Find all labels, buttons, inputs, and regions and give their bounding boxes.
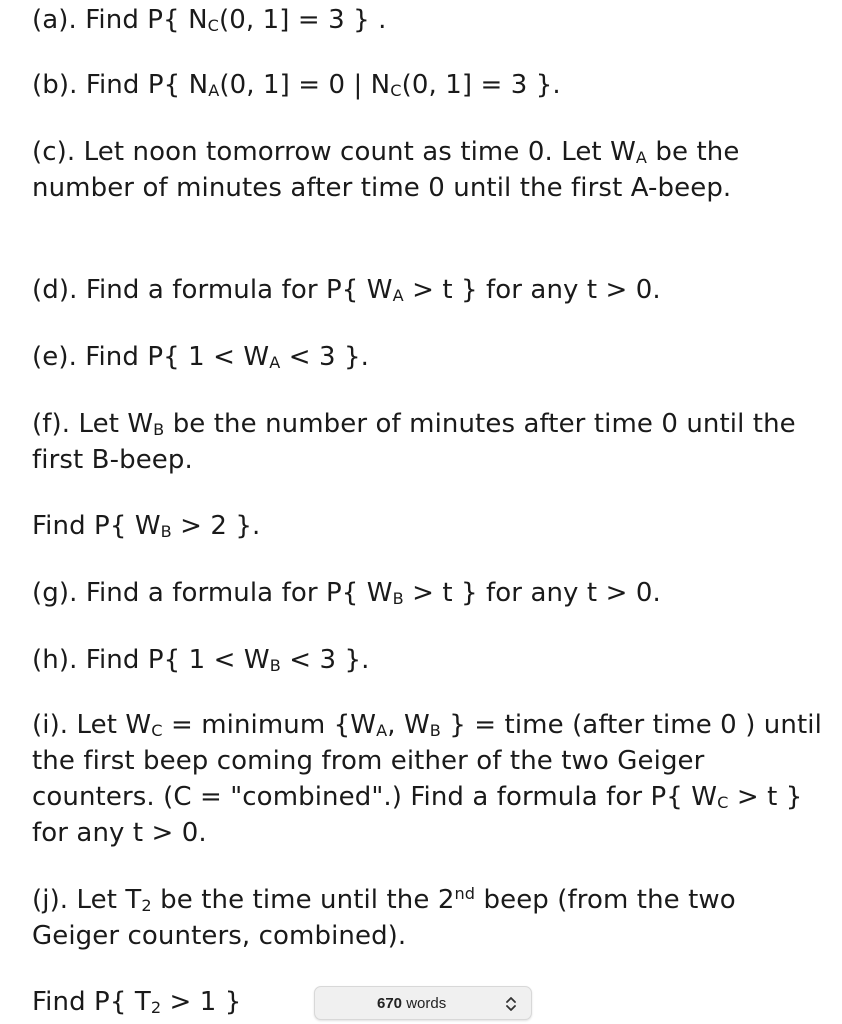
question-b: (b). Find P{ $N_A(0$, 1] = 0 | $N_C(0$, 1] = 3 }.	[32, 70, 561, 100]
word-count-button[interactable]	[314, 986, 532, 1020]
word-count-unit: words	[406, 995, 447, 1012]
word-count-number: 670	[377, 995, 403, 1012]
question-g: (g). Find a formula for P{ $W_B > t$ } for any t > 0.	[32, 578, 661, 608]
question-a: (a). Find P{ $N_C(0$, 1] = 3 } .	[32, 5, 387, 35]
question-j: (j). Let $T_2$ be the time until the 2nd beep (from the two Geiger counters, combined).	[32, 884, 745, 951]
question-d: (d). Find a formula for P{ $W_A > t$ } for any t > 0.	[32, 275, 661, 305]
question-c: (c). Let noon tomorrow count as time 0. Let $W_A$ be the number of minutes after time 0 until the first A-beep.	[32, 137, 748, 203]
word-count-label	[377, 995, 446, 1012]
question-f: (f). Let $W_B$ be the number of minutes after time 0 until the first B-beep.	[32, 409, 805, 475]
up-down-chevron-icon[interactable]	[505, 995, 517, 1013]
question-i: (i). Let $W_C$ = minimum {$W_A$, $W_B$ } = time (after time 0 ) until the first beep coming from either of the two Geiger counters. (C = "combined".) Find a formula for P{ $W_C > t$ } for any t > 0.	[32, 710, 831, 848]
question-j-find: Find P{ $T_2 > 1$ }	[32, 987, 242, 1017]
question-h: (h). Find P{ $1 < W_B < 3$ }.	[32, 645, 370, 675]
question-e: (e). Find P{ $1 < W_A < 3$ }.	[32, 342, 369, 372]
question-f-find: Find P{ $W_B > 2$ }.	[32, 511, 261, 541]
